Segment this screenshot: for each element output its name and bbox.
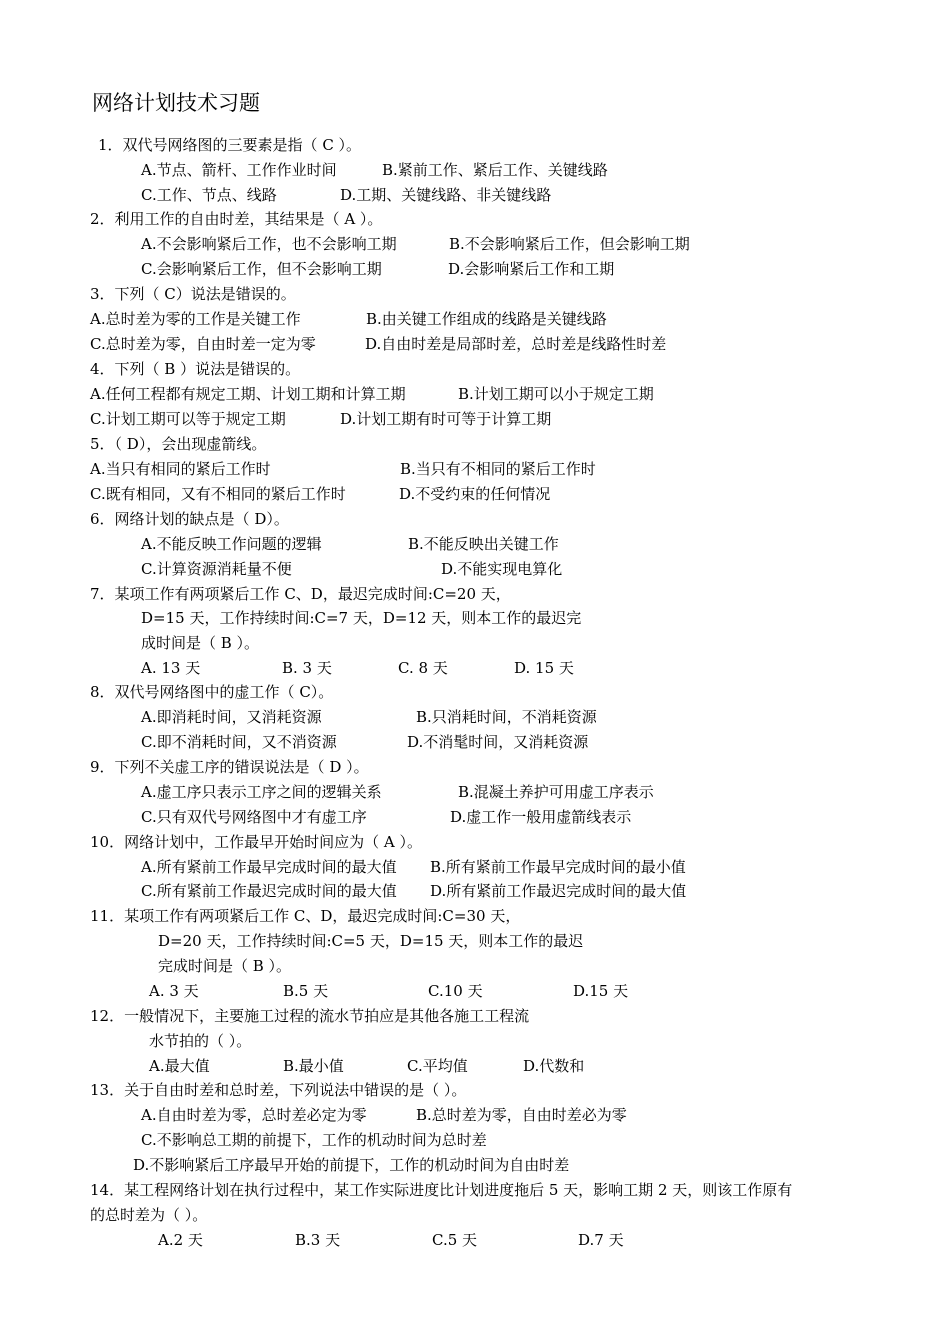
question-4-option-b: B.计划工期可以小于规定工期 — [458, 385, 654, 403]
question-3-option-a: A.总时差为零的工作是关键工作 — [90, 310, 301, 328]
question-14-option-b: B.3 天 — [295, 1231, 341, 1249]
question-10-option-c: C.所有紧前工作最迟完成时间的最大值 — [141, 882, 397, 900]
question-14-option-a: A.2 天 — [158, 1231, 203, 1249]
question-1-option-a: A.节点、箭杆、工作作业时间 — [141, 161, 337, 179]
question-6-option-a: A.不能反映工作问题的逻辑 — [141, 535, 322, 553]
question-12-stem-cont: 水节拍的（ ）。 — [149, 1032, 252, 1050]
question-5-option-d: D.不受约束的任何情况 — [399, 485, 551, 503]
question-1-option-c: C.工作、节点、线路 — [141, 186, 277, 204]
question-8-option-a: A.即消耗时间，又消耗资源 — [141, 708, 322, 726]
question-12-option-a: A.最大值 — [149, 1057, 210, 1075]
question-11-option-c: C.10 天 — [428, 982, 483, 1000]
question-6-option-c: C.计算资源消耗量不便 — [141, 560, 292, 578]
question-1-option-d: D.工期、关键线路、非关键线路 — [340, 186, 552, 204]
question-5-option-b: B.当只有不相同的紧后工作时 — [400, 460, 596, 478]
question-7-option-c: C. 8 天 — [398, 659, 448, 677]
question-8-stem: 8．双代号网络图中的虚工作（ C）。 — [90, 683, 334, 701]
question-13-option-d: D.不影响紧后工序最早开始的前提下，工作的机动时间为自由时差 — [133, 1156, 570, 1174]
question-7-stem-cont: D=15 天，工作持续时间:C=7 天，D=12 天，则本工作的最迟完 — [141, 609, 582, 627]
question-4-stem: 4．下列（ B ）说法是错误的。 — [90, 360, 301, 378]
question-13-stem: 13．关于自由时差和总时差，下列说法中错误的是（ ）。 — [90, 1081, 467, 1099]
question-6-option-d: D.不能实现电算化 — [441, 560, 563, 578]
question-2-stem: 2．利用工作的自由时差，其结果是（ A ）。 — [90, 210, 383, 228]
question-8-option-d: D.不消髦时间，又消耗资源 — [407, 733, 589, 751]
question-8-option-c: C.即不消耗时间，又不消资源 — [141, 733, 337, 751]
question-12-option-b: B.最小值 — [283, 1057, 344, 1075]
question-2-option-b: B.不会影响紧后工作，但会影响工期 — [449, 235, 690, 253]
question-1-option-b: B.紧前工作、紧后工作、关键线路 — [382, 161, 608, 179]
question-5-option-a: A.当只有相同的紧后工作时 — [90, 460, 271, 478]
question-11-stem: 11．某项工作有两项紧后工作 C、D，最迟完成时间:C=30 天， — [90, 907, 521, 925]
question-11-stem-cont: D=20 天，工作持续时间:C=5 天，D=15 天，则本工作的最迟 — [158, 932, 584, 950]
question-6-stem: 6．网络计划的缺点是（ D）。 — [90, 510, 289, 528]
question-11-option-b: B.5 天 — [283, 982, 329, 1000]
question-3-option-d: D.自由时差是局部时差，总时差是线路性时差 — [365, 335, 667, 353]
question-2-option-c: C.会影响紧后工作，但不会影响工期 — [141, 260, 382, 278]
question-12-option-d: D.代数和 — [523, 1057, 585, 1075]
question-10-stem: 10．网络计划中，工作最早开始时间应为（ A ）。 — [90, 833, 422, 851]
question-3-stem: 3．下列（ C）说法是错误的。 — [90, 285, 296, 303]
document-title: 网络计划技术习题 — [92, 91, 260, 115]
question-14-option-d: D.7 天 — [578, 1231, 624, 1249]
question-6-option-b: B.不能反映出关键工作 — [408, 535, 559, 553]
question-9-option-d: D.虚工作一般用虚箭线表示 — [450, 808, 632, 826]
question-11-stem-cont: 完成时间是（ B ）。 — [158, 957, 292, 975]
question-7-stem: 7．某项工作有两项紧后工作 C、D，最迟完成时间:C=20 天， — [90, 585, 511, 603]
question-10-option-d: D.所有紧前工作最迟完成时间的最大值 — [430, 882, 687, 900]
question-7-option-a: A. 13 天 — [141, 659, 201, 677]
question-4-option-a: A.任何工程都有规定工期、计划工期和计算工期 — [90, 385, 406, 403]
question-7-option-b: B. 3 天 — [282, 659, 332, 677]
question-10-option-b: B.所有紧前工作最早完成时间的最小值 — [430, 858, 686, 876]
question-13-option-b: B.总时差为零，自由时差必为零 — [416, 1106, 627, 1124]
question-13-option-c: C.不影响总工期的前提下，工作的机动时间为总时差 — [141, 1131, 487, 1149]
question-7-option-d: D. 15 天 — [514, 659, 574, 677]
question-12-stem: 12．一般情况下，主要施工过程的流水节拍应是其他各施工工程流 — [90, 1007, 530, 1025]
question-12-option-c: C.平均值 — [407, 1057, 468, 1075]
question-3-option-b: B.由关键工作组成的线路是关键线路 — [366, 310, 607, 328]
question-14-stem: 14．某工程网络计划在执行过程中，某工作实际进度比计划进度拖后 5 天，影响工期 2 天，则该工作原有 — [90, 1181, 793, 1199]
question-2-option-d: D.会影响紧后工作和工期 — [448, 260, 615, 278]
question-11-option-a: A. 3 天 — [149, 982, 199, 1000]
question-3-option-c: C.总时差为零，自由时差一定为零 — [90, 335, 316, 353]
question-7-stem-cont: 成时间是（ B ）。 — [141, 634, 260, 652]
question-14-stem-cont: 的总时差为（ ）。 — [90, 1206, 208, 1224]
question-4-option-c: C.计划工期可以等于规定工期 — [90, 410, 286, 428]
question-5-stem: 5．（ D），会出现虚箭线。 — [90, 435, 267, 453]
question-2-option-a: A.不会影响紧后工作，也不会影响工期 — [141, 235, 397, 253]
question-1-stem: 1．双代号网络图的三要素是指（ C ）。 — [98, 136, 362, 154]
question-9-option-c: C.只有双代号网络图中才有虚工序 — [141, 808, 367, 826]
question-9-option-a: A.虚工序只表示工序之间的逻辑关系 — [141, 783, 382, 801]
question-8-option-b: B.只消耗时间，不消耗资源 — [416, 708, 597, 726]
question-14-option-c: C.5 天 — [432, 1231, 478, 1249]
question-5-option-c: C.既有相同，又有不相同的紧后工作时 — [90, 485, 346, 503]
question-9-option-b: B.混凝土养护可用虚工序表示 — [458, 783, 654, 801]
question-9-stem: 9．下列不关虚工序的错误说法是（ D ）。 — [90, 758, 369, 776]
question-13-option-a: A.自由时差为零，总时差必定为零 — [141, 1106, 367, 1124]
question-10-option-a: A.所有紧前工作最早完成时间的最大值 — [141, 858, 397, 876]
question-4-option-d: D.计划工期有时可等于计算工期 — [340, 410, 552, 428]
question-11-option-d: D.15 天 — [573, 982, 629, 1000]
